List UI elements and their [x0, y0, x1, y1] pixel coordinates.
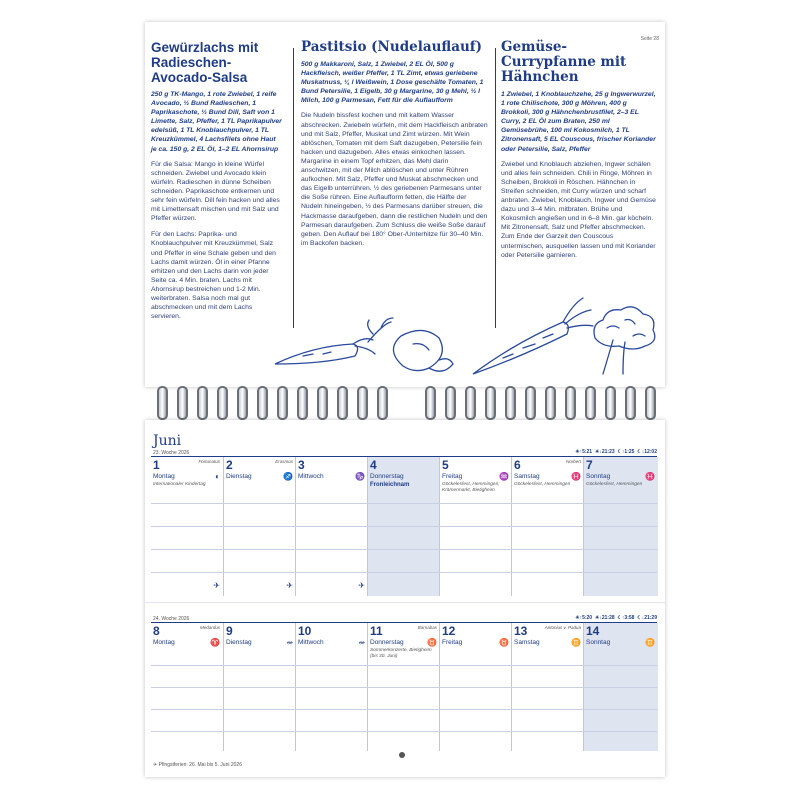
- writing-line: [151, 526, 657, 527]
- moonset-time: ☾↓12:02: [637, 449, 657, 455]
- writing-line: [151, 665, 657, 666]
- recipe-ingredients: 1 Zwiebel, 1 Knoblauchzehe, 25 g Ingwerwurzel, 1 rote Chilischote, 300 g Möhren, 400 g Brokkoli, 300 g Hähnchenbrustfilet, 2–3 EL Curry, 2 EL Öl zum Braten, 250 ml Gemüsebrühe, 100 ml Kokosmilch, 1 TL Zitronensaft, 5 EL Couscous, frischer Koriander oder Petersilie, Salz, Pfeffer: [501, 91, 656, 153]
- day-name: Donnerstag: [370, 639, 404, 646]
- day-number: 14: [586, 624, 600, 638]
- writing-line: [151, 503, 657, 504]
- recipe-page: [145, 22, 665, 387]
- day-number: 5: [442, 458, 449, 472]
- binding-ring: [297, 386, 308, 420]
- binding-ring: [157, 386, 168, 420]
- zodiac-icon: ♉: [499, 638, 509, 647]
- binding-ring: [525, 386, 536, 420]
- vegetable-illustration: [273, 284, 663, 384]
- bird-icon: ✈: [358, 581, 365, 590]
- spiral-binding: [145, 386, 665, 422]
- bird-icon: ✈: [153, 762, 159, 768]
- binding-ring: [425, 386, 436, 420]
- recipe-step: Für die Salsa: Mango in kleine Würfel schneiden. Zwiebel und Avocado klein würfeln. Radieschen in dünne Scheiben schneiden. Paprikaschote entkernen und sehr fein würfeln. Dill fein hacken und alles mit Limettensaft mischen und mit Salz und Pfeffer würzen.: [151, 160, 280, 223]
- recipe-step: Zwiebel und Knoblauch abziehen, Ingwer schälen und alles fein schneiden. Chili in Ringe, Möhren in Scheiben, Brokkoli in Röschen. Hähnchen in Streifen schneiden, mit Curry würzen und scharf anbraten. Zwiebel, Knoblauch, Ingwer und Gemüse dazu und 3–4 Min. mitbraten. Brühe und Kokosmilch angießen und in 6–8 Min. gar köcheln. Mit Zitronensaft, Salz und Pfeffer abschmecken. Zum Ende der Garzeit den Couscous untermischen, ausquellen lassen und mit Koriander oder Petersilie garnieren.: [501, 160, 656, 259]
- week-row: [151, 622, 657, 751]
- day-note: Internationaler Kindertag: [153, 482, 206, 487]
- recipe-column-right: [501, 40, 657, 267]
- holiday-name: Fronleichnam: [370, 482, 410, 488]
- zodiac-icon: ♑: [355, 472, 365, 481]
- day-name: Sonntag: [586, 473, 611, 480]
- binding-ring: [545, 386, 556, 420]
- binding-ring: [377, 386, 388, 420]
- day-name: Dienstag: [226, 639, 252, 646]
- day-number: 8: [153, 624, 160, 638]
- writing-lines: [151, 623, 657, 751]
- zodiac-icon: ♐: [283, 472, 293, 481]
- fish-icon: ⥈: [358, 638, 365, 647]
- day-name: Dienstag: [226, 473, 252, 480]
- sun-moon-times: [575, 449, 657, 455]
- name-day: Medardus: [199, 625, 220, 630]
- binding-ring: [445, 386, 456, 420]
- recipe-title: Pastitsio (Nudelauflauf): [301, 39, 483, 55]
- bird-icon: ✈: [286, 581, 293, 590]
- recipe-column-left: [151, 40, 283, 328]
- binding-ring: [585, 386, 596, 420]
- page-number: Seite 28: [640, 36, 659, 42]
- zodiac-icon: ♊: [571, 638, 581, 647]
- day-name: Montag: [153, 639, 175, 646]
- day-number: 13: [514, 624, 528, 638]
- month-title: Juni: [153, 433, 182, 449]
- name-day: Norbert: [565, 459, 581, 464]
- day-note: Sommerkonzerte, Bietigheim (bis 30. Juni): [370, 648, 432, 659]
- binding-ring: [237, 386, 248, 420]
- fish-icon: ⥈: [286, 638, 293, 647]
- recipe-title: Gewürzlachs mit Radieschen-Avocado-Salsa: [151, 40, 259, 85]
- name-day: Erasmus: [275, 459, 293, 464]
- sun-moon-times: [575, 615, 657, 621]
- binding-ring: [465, 386, 476, 420]
- day-number: 10: [298, 624, 312, 638]
- day-name: Montag: [153, 473, 175, 480]
- day-number: 7: [586, 458, 593, 472]
- sunset-time: ☀↓21:23: [594, 449, 615, 455]
- calendar-page: [145, 420, 665, 777]
- binding-ring: [565, 386, 576, 420]
- day-name: Freitag: [442, 639, 463, 646]
- writing-lines: [151, 457, 657, 596]
- sunset-time: ☀↓21:28: [594, 615, 615, 621]
- day-name: Mittwoch: [298, 639, 324, 646]
- zodiac-icon: ♒: [499, 472, 509, 481]
- sunrise-time: ☀↑5:20: [575, 615, 593, 621]
- binding-ring: [337, 386, 348, 420]
- writing-line: [151, 549, 657, 550]
- recipe-step: Für den Lachs: Paprika- und Knoblauchpulver mit Kreuzkümmel, Salz und Pfeffer in eine Schale geben und den Lachs damit würzen. Öl in einer Pfanne erhitzen und den Lachs darin von jeder Seite ca. 4 Min. braten. Lachs mit Ahornsirup bestreichen und 1-2 Min. weiterbraten. Salsa noch mal gut abschmecken und mit dem Lachs servieren.: [151, 231, 276, 321]
- day-name: Mittwoch: [298, 473, 324, 480]
- binding-ring: [505, 386, 516, 420]
- day-note: Göckelesfest, Hemmingen; Krämermarkt, Bietigheim: [442, 482, 500, 493]
- day-name: Samstag: [514, 473, 540, 480]
- binding-ring: [197, 386, 208, 420]
- day-number: 12: [442, 624, 456, 638]
- name-day: Fortunatus: [198, 459, 220, 464]
- day-number: 11: [370, 624, 383, 638]
- writing-line: [151, 687, 657, 688]
- zodiac-icon: ♉: [427, 638, 437, 647]
- day-number: 9: [226, 624, 233, 638]
- recipe-step: Die Nudeln bissfest kochen und mit kaltem Wasser abschrecken. Zwiebeln würfeln, mit dem Hackfleisch anbraten und mit Salz, Pfeffer, Muskat und Zimt würzen. Mit Wein ablöschen, Tomaten mit dem Saft dazugeben, Petersilie fein hacken und dazugeben. Alles etwas einkochen lassen. Margarine in einem Topf erhitzen, das Mehl darin anschwitzen, mit der Milch ablöschen und unter Rühren aufkochen. Mit Salz, Pfeffer und Muskat abschmecken und das Eigelb unterrühren. ½ des geriebenen Parmesans unter die Soße rühren. Eine Auflaufform fetten, die Hälfte der Nudeln hineingeben, ½ des Parmesans darüber streuen, die Hackmasse daraufgeben, dann die restlichen Nudeln und den Parmesan daraufgeben. Zum Schluss die weiße Soße darauf geben. Den Auflauf bei 180° Ober-/Unterhitze für 30–40 Min. im Backofen backen.: [301, 112, 488, 247]
- name-day: Antonius v. Padua: [544, 625, 581, 630]
- day-note: Göckelesfest, Hemmingen: [514, 482, 571, 487]
- recipe-title: Gemüse-Currypfanne mit Hähnchen: [501, 39, 627, 85]
- sunrise-time: ☀↑5:21: [575, 449, 593, 455]
- binding-ring: [485, 386, 496, 420]
- binding-ring: [357, 386, 368, 420]
- moonrise-time: ☾↑3:58: [617, 615, 635, 621]
- binding-ring: [177, 386, 188, 420]
- bird-icon: ✈: [213, 581, 220, 590]
- binding-ring: [625, 386, 636, 420]
- day-number: 1: [153, 458, 160, 472]
- hanging-hole: [399, 752, 405, 758]
- footnote: [153, 762, 242, 768]
- week-label: 24. Woche 2026: [153, 616, 190, 622]
- day-note: Göckelesfest, Hemmingen: [586, 482, 643, 487]
- week-label: 23. Woche 2026: [153, 450, 190, 456]
- writing-line: [151, 709, 657, 710]
- binding-ring: [217, 386, 228, 420]
- recipe-column-middle: [301, 40, 489, 255]
- day-number: 3: [298, 458, 305, 472]
- zodiac-icon: ♈: [210, 638, 220, 647]
- recipe-ingredients: 500 g Makkaroni, Salz, 1 Zwiebel, 2 EL Öl, 500 g Hackfleisch, weißer Pfeffer, 1 TL Zimt, etwas geriebene Muskatnuss, ¼ l Weißwein, 1 Dose geschälte Tomaten, 1 Bund Petersilie, 1 Eigelb, 30 g Margarine, 30 g Mehl, ½ l Milch, 100 g Parmesan, Fett für die Auflaufform: [301, 61, 484, 105]
- binding-ring: [277, 386, 288, 420]
- zodiac-icon: ♊: [645, 638, 655, 647]
- day-name: Sonntag: [586, 639, 611, 646]
- binding-ring: [317, 386, 328, 420]
- zodiac-icon: ♓: [645, 472, 655, 481]
- day-number: 6: [514, 458, 521, 472]
- day-name: Samstag: [514, 639, 540, 646]
- week-separator: [145, 602, 665, 603]
- zodiac-icon: ♓: [571, 472, 581, 481]
- day-name: Donnerstag: [370, 473, 404, 480]
- week-row: [151, 456, 657, 596]
- moonset-time: ☾↓21:29: [637, 615, 657, 621]
- binding-ring: [605, 386, 616, 420]
- binding-ring: [257, 386, 268, 420]
- day-name: Freitag: [442, 473, 463, 480]
- moon-phase-icon: ◐: [215, 472, 220, 481]
- moonrise-time: ☾↑1:25: [617, 449, 635, 455]
- writing-line: [151, 572, 657, 573]
- writing-line: [151, 731, 657, 732]
- holiday-footnote: Pfingstferien: 26. Mai bis 5. Juni 2026: [158, 762, 242, 768]
- recipe-ingredients: 250 g TK-Mango, 1 rote Zwiebel, 1 reife Avocado, ½ Bund Radieschen, 1 Paprikaschote, ½ Bund Dill, Saft von 1 Limette, Salz, Pfeffer, 1 TL Paprikapulver edelsüß, 1 TL Knoblauchpulver, 1 TL Kreuzkümmel, 4 Lachsfilets ohne Haut je ca. 150 g, 2 EL Öl, 1–2 EL Ahornsirup: [151, 91, 282, 153]
- day-number: 4: [370, 458, 377, 472]
- name-day: Barnabas: [417, 625, 437, 630]
- day-number: 2: [226, 458, 233, 472]
- binding-ring: [645, 386, 656, 420]
